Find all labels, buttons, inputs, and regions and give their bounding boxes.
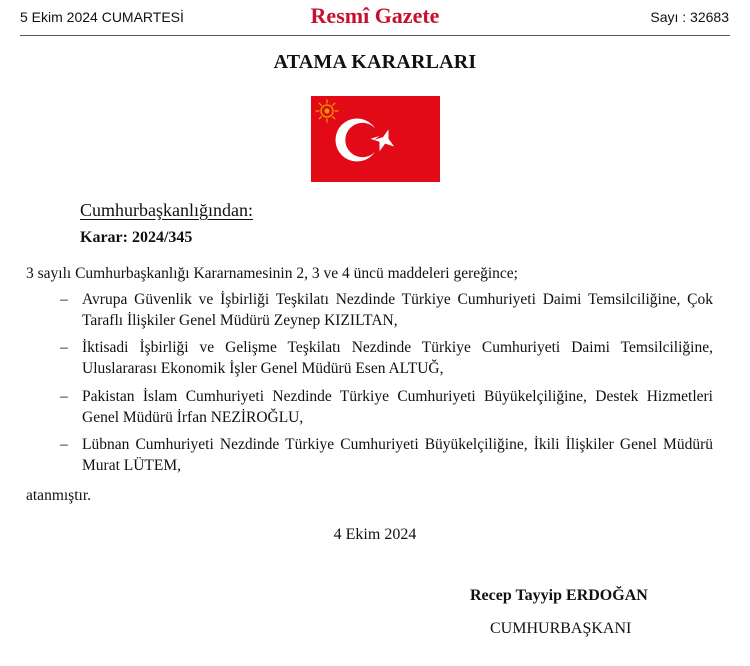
preamble: 3 sayılı Cumhurbaşkanlığı Kararnamesinin 2, 3 ve 4 üncü maddeleri gereğince; — [26, 265, 518, 282]
dash-bullet: – — [60, 339, 68, 356]
decision-number: Karar: 2024/345 — [80, 229, 193, 246]
appointment-text: İktisadi İşbirliği ve Gelişme Teşkilatı Nezdinde Türkiye Cumhuriyeti Daimi Temsilciliğine, Uluslararası Ekonomik İşler Genel Müdürü Esen ALTUĞ, — [82, 339, 713, 377]
dash-bullet: – — [60, 388, 68, 405]
dash-bullet: – — [60, 436, 68, 453]
section-title: ATAMA KARARLARI — [273, 51, 477, 73]
appointment-item — [60, 337, 713, 379]
dash-bullet: – — [60, 291, 68, 308]
header-date: 5 Ekim 2024 CUMARTESİ — [20, 9, 184, 25]
appointment-item — [60, 434, 713, 476]
turkish-flag-seal — [311, 96, 440, 182]
appointment-text: Avrupa Güvenlik ve İşbirliği Teşkilatı Nezdinde Türkiye Cumhuriyeti Daimi Temsilciliğine, Çok Taraflı İlişkiler Genel Müdürü Zeynep KIZILTAN, — [82, 291, 713, 329]
signatory-name: Recep Tayyip ERDOĞAN — [470, 587, 648, 604]
sun-seal-icon — [316, 100, 338, 122]
header-divider — [20, 35, 730, 36]
gazette-title: Resmî Gazete — [310, 3, 440, 28]
closing-text: atanmıştır. — [26, 487, 92, 504]
decision-date: 4 Ekim 2024 — [333, 526, 417, 543]
signatory-title: CUMHURBAŞKANI — [490, 620, 632, 637]
issuer: Cumhurbaşkanlığından: — [80, 200, 253, 220]
appointment-item — [60, 386, 713, 428]
appointment-text: Pakistan İslam Cumhuriyeti Nezdinde Türkiye Cumhuriyeti Büyükelçiliğine, Destek Hizmetleri Genel Müdürü İrfan NEZİROĞLU, — [82, 388, 713, 426]
appointment-item — [60, 289, 713, 331]
appointment-text: Lübnan Cumhuriyeti Nezdinde Türkiye Cumhuriyeti Büyükelçiliğine, İkili İlişkiler Genel Müdürü Murat LÜTEM, — [82, 436, 713, 474]
issue-number: Sayı : 32683 — [650, 9, 729, 25]
